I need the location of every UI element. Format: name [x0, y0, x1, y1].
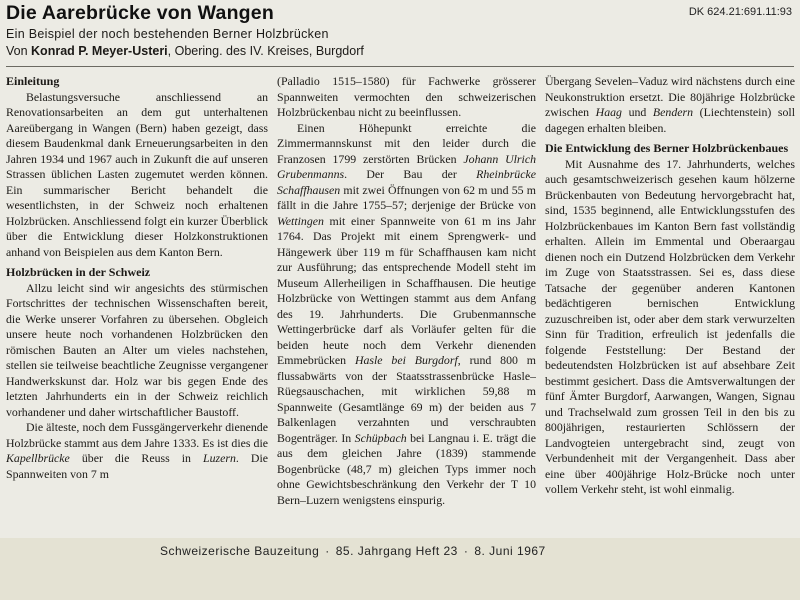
- column-3: [545, 74, 795, 532]
- journal-line: [160, 544, 546, 558]
- text-run: . Die Spannweiten von 7 m: [6, 451, 268, 481]
- italic-run: Haag: [595, 105, 622, 119]
- paragraph: [277, 121, 536, 509]
- italic-run: Wettingen: [277, 213, 324, 228]
- issue-number: 85. Jahrgang Heft 23: [335, 544, 458, 558]
- italic-run: Schüpbach: [354, 430, 407, 445]
- text-run: und: [621, 105, 653, 119]
- section-heading-einleitung: Einleitung: [6, 74, 60, 88]
- text-run: Einen Höhepunkt erreichte die Zimmermannskunst mit den leider durch die Franzosen 1799 zerstörten Brücken: [277, 120, 536, 166]
- section-heading-holzbruecken: Holzbrücken in der Schweiz: [6, 265, 151, 279]
- article-title: Die Aarebrücke von Wangen: [6, 2, 274, 24]
- byline: [6, 44, 364, 58]
- italic-run: Rheinbrücke Schaffhausen: [277, 167, 536, 197]
- column-2: [277, 74, 536, 532]
- italic-run: Hasle bei Burgdorf: [354, 353, 458, 367]
- journal-name: Schweizerische Bauzeitung: [160, 544, 320, 558]
- section-heading-entwicklung: Die Entwicklung des Berner Holzbrückenbaues: [545, 141, 789, 155]
- text-run: mit einer Spannweite von 61 m ins Jahr 1764. Das Projekt mit einem Sprengwerk- und Hängewerk über 119 m für Schaffhausen kam nicht zur Ausführung; das entsprechende Modell steht im Museum Allerheiligen in Schaffhausen. Die heutige Holzbrücke von Wettingen stammt aus dem Anfang des 19. Jahrhunderts. Die Grubenmannsche Wettingerbrücke darf als Vorläufer gelten für die beiden heute noch dem Verkehr dienenden Emmebrücken: [277, 213, 536, 367]
- text-run: Die älteste, noch dem Fussgängerverkehr dienende Holzbrücke stammt aus dem Jahre 1333. Es ist dies die: [6, 420, 268, 450]
- paragraph: Mit Ausnahme des 17. Jahrhunderts, welches auch gesamtschweizerisch gesehen kaum hölzerne Brückenbauten von Bedeutung hervorgebracht hat, sind, 1535 beginnend, alle Entwicklungsstufen des Holzbrückenbaues im Kanton Bern fast vollständig erhalten. Allein im Emmental und Oberaargau dienen noch ein Dutzend Holzbrücken dem Verkehr im Zuge von Staatsstrassen. Sei es, dass diese Tatsache der gegenüber anderen Kantonen bedächtigeren bernischen Entwicklung zuzuschreiben ist, oder aber dem stark verwurzelten Sinn für Tradition, erfreulich ist jedenfalls die folgende Feststellung: Der Bestand der bedeutendsten Holzbrücken ist auf absehbare Zeit bestimmt gesichert. Dass die Amtsverwaltungen der fünf Ämter Burgdorf, Aarwangen, Wangen, Signau und Trachselwald zum grossen Teil in den bis zu 800jährigen, restaurierten Schlössern der Landvogteien untergebracht sind, zeugt von Verbundenheit mit der Vergangenheit. Dass aber eine über 400jährige Holz-Brücke noch unter vollem Verkehr steht, ist wohl einmalig.: [545, 156, 795, 496]
- italic-run: Bendern: [652, 105, 694, 119]
- text-run: über die Reuss in: [69, 451, 203, 465]
- italic-run: Kapellbrücke: [6, 451, 70, 465]
- text-run: mit zwei Öffnungen von 62 m und 55 m fällt in die Jahre 1755–57; derjenige der Brücke von: [277, 182, 536, 212]
- separator: ·: [463, 544, 469, 558]
- paragraph: [6, 420, 268, 482]
- author-affiliation: , Obering. des IV. Kreises, Burgdorf: [167, 44, 364, 58]
- page-footer: [0, 538, 800, 600]
- author-name: Konrad P. Meyer-Usteri: [31, 44, 168, 58]
- header-rule: [6, 66, 794, 67]
- byline-prefix: Von: [6, 44, 32, 58]
- text-run: Übergang Sevelen–Vaduz wird nächstens durch eine Neukonstruktion ersetzt. Die 80jährige Holzbrücke zwischen: [545, 74, 795, 119]
- italic-run: Johann Ulrich Grubenmanns: [277, 151, 536, 181]
- text-run: (Liechtenstein) soll dagegen erhalten bleiben.: [545, 105, 795, 135]
- paragraph: Belastungsversuche anschliessend an Renovationsarbeiten an dem gut unterhaltenen Aareübergang in Wangen (Bern) haben gezeigt, dass diesem Baudenkmal dank Erneuerungsarbeiten in den Jahren 1934 und 1967 auch in Zukunft die auf unseren Strassen üblichen Lasten zugemutet werden können. Ein summarischer Bericht behandelt die wesentlichsten, in der Schweiz noch erhaltenen Holzbrücken. Anschliessend folgt ein kurzer Überblick über die Entwicklung dieser Holzkonstruktionen anhand von Beispielen aus dem Kanton Bern.: [6, 89, 268, 259]
- paragraph: [545, 74, 795, 136]
- paragraph: Allzu leicht sind wir angesichts des stürmischen Fortschrittes der technischen Wissenschaften bereit, die Werke unserer Vorfahren zu übersehen. Obgleich unsere heute noch vorhandenen Holzbrücken den römischen Bauten an Alter um vieles nachstehen, stellen sie teilweise beachtliche Zeugnisse vergangener Handwerkskunst dar. Holz war bis gegen Ende des letzten Jahrhunderts ein in der Schweiz reichlich vorhandener und daher wirtschaftlicher Baustoff.: [6, 280, 268, 419]
- separator: ·: [325, 544, 330, 558]
- column-1: [6, 74, 268, 532]
- text-run: , rund 800 m flussabwärts von der Staatsstrassenbrücke Hasle–Rüegsauschachen, mit wirklichen 59,88 m Spannweite (Gesamtlänge 69 m) der beiden aus 7 Balkenlagen verzahnten und verschraubten Bogenträger. In: [277, 353, 536, 445]
- dk-classification: DK 624.21:691.11:93: [688, 6, 792, 18]
- article-subtitle: Ein Beispiel der noch bestehenden Berner Holzbrücken: [6, 27, 329, 41]
- text-run: bei Langnau i. E. trägt die aus dem gleichen Jahre (1839) stammende Bogenbrücke (48,7 m) gleichen Typs immer noch ohne Gewichtsbeschränkung den Verkehr der T 10 Bern–Luzern wenigstens einspurig.: [277, 430, 536, 507]
- italic-run: Luzern: [203, 451, 236, 465]
- paragraph: (Palladio 1515–1580) für Fachwerke grösserer Spannweiten vermochten den schweizerischen Holzbrückenbau nicht zu beeinflussen.: [277, 74, 536, 119]
- text-run: . Der Bau der: [344, 167, 477, 181]
- issue-date: 8. Juni 1967: [474, 544, 546, 558]
